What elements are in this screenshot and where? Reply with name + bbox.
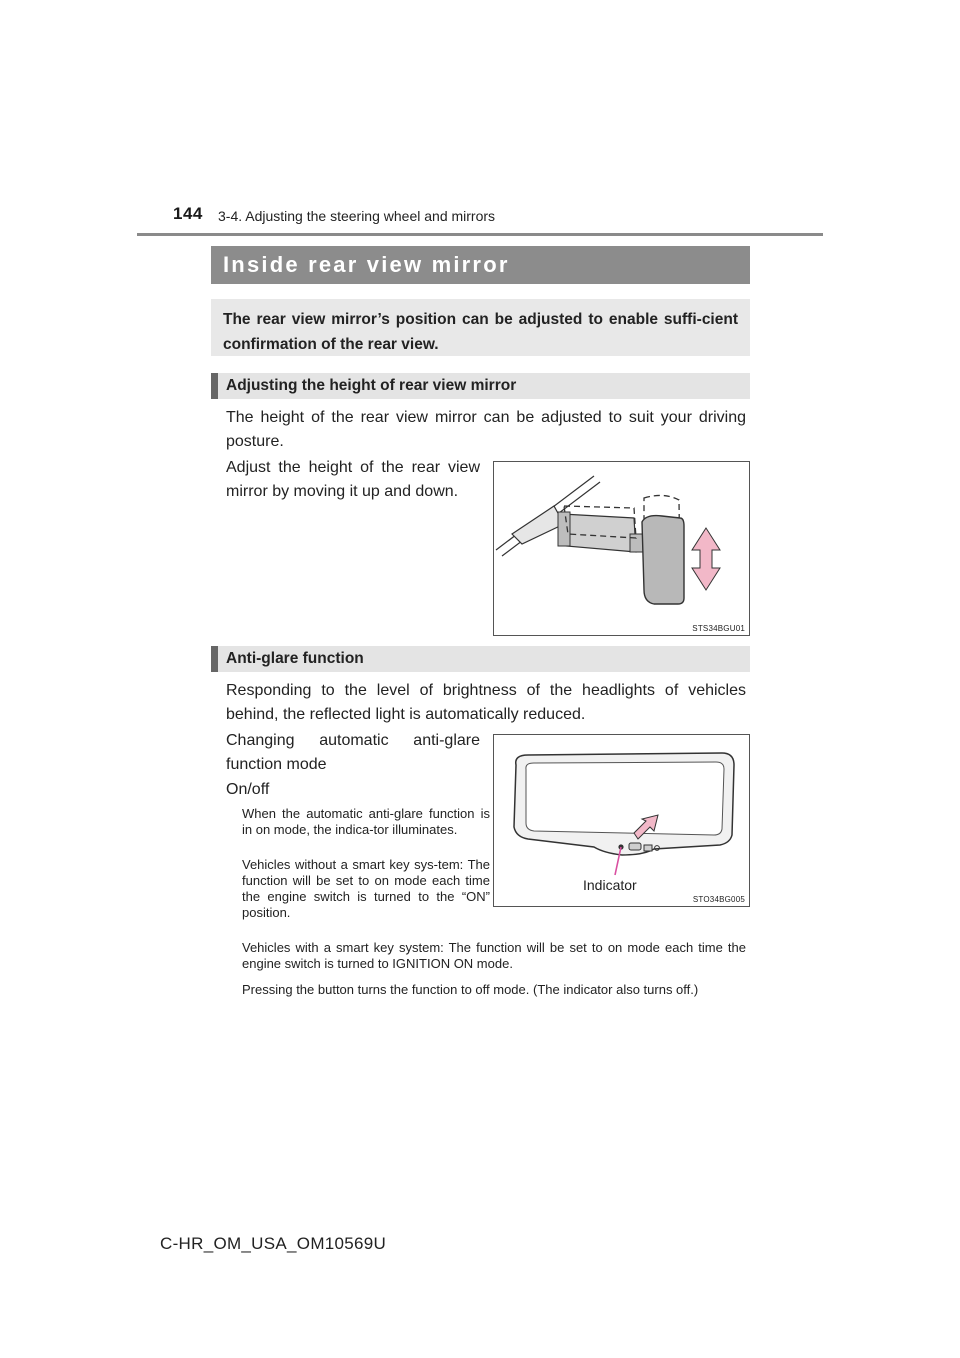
footer-doc-code: C-HR_OM_USA_OM10569U	[160, 1234, 387, 1253]
subheading-height: Adjusting the height of rear view mirror	[211, 373, 750, 399]
page-number: 144	[173, 204, 203, 223]
callout-indicator: Indicator	[583, 877, 637, 893]
note-with-smart-key: Vehicles with a smart key system: The function will be set to on mode each time the engine switch is turned to IGNITION ON mode.	[242, 940, 746, 971]
onoff-label: On/off	[226, 781, 270, 798]
antiglare-paragraph-1: Responding to the level of brightness of the headlights of vehicles behind, the reflected light is automatically reduced.	[226, 682, 746, 723]
section-label: 3-4. Adjusting the steering wheel and mirrors	[218, 208, 496, 224]
note-without-smart-key: Vehicles without a smart key sys-tem: The function will be set to on mode each time the engine switch is turned to the “ON” position.	[242, 857, 490, 920]
height-paragraph-2: Adjust the height of the rear view mirror by moving it up and down.	[226, 459, 480, 500]
figure-code-antiglare: STO34BG005	[692, 895, 745, 904]
figure-code-height: STS34BGU01	[692, 624, 745, 633]
subheading-antiglare: Anti-glare function	[211, 646, 750, 672]
figure-mirror-height	[493, 461, 750, 636]
mirror-height-illustration	[494, 462, 749, 635]
note-button-off: Pressing the button turns the function to off mode. (The indicator also turns off.)	[242, 982, 699, 997]
note-indicator: When the automatic anti-glare function is in on mode, the indica-tor illuminates.	[242, 806, 490, 837]
height-paragraph-1: The height of the rear view mirror can be adjusted to suit your driving posture.	[226, 409, 746, 450]
header-rule	[137, 233, 823, 236]
intro-box: The rear view mirror’s position can be adjusted to enable suffi-cient confirmation of the rear view.	[211, 299, 750, 356]
figure-antiglare-mirror	[493, 734, 750, 907]
page-title: Inside rear view mirror	[211, 246, 750, 284]
antiglare-paragraph-2: Changing automatic anti-glare function mode	[226, 732, 480, 773]
